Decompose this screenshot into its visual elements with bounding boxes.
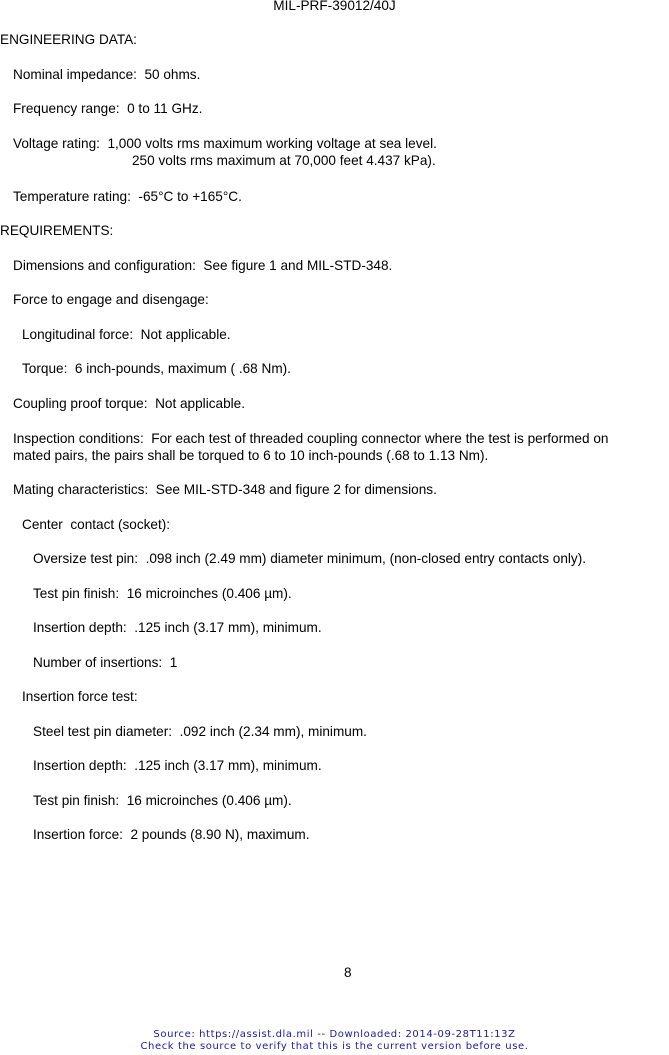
dimensions-configuration: Dimensions and configuration: See figure 1 and MIL-STD-348. (13, 258, 393, 273)
footer-source: Source: https://assist.dla.mil -- Downloaded: 2014-09-28T11:13Z (153, 1029, 516, 1040)
test-pin-finish-1: Test pin finish: 16 microinches (0.406 µm). (33, 586, 292, 601)
longitudinal-force: Longitudinal force: Not applicable. (22, 327, 231, 342)
insertion-force-test: Insertion force test: (22, 689, 138, 704)
center-contact-socket: Center contact (socket): (22, 517, 171, 532)
footer-check-notice: Check the source to verify that this is the current version before use. (140, 1041, 529, 1052)
mating-characteristics: Mating characteristics: See MIL-STD-348 and figure 2 for dimensions. (13, 482, 437, 497)
engineering-data-heading: ENGINEERING DATA: (0, 32, 137, 47)
frequency-range: Frequency range: 0 to 11 GHz. (13, 101, 203, 116)
requirements-heading: REQUIREMENTS: (0, 223, 114, 238)
voltage-rating-line-1: Voltage rating: 1,000 volts rms maximum working voltage at sea level. (13, 136, 437, 151)
voltage-rating-line-2: 250 volts rms maximum at 70,000 feet 4.437 kPa). (132, 153, 436, 168)
page-number: 8 (344, 965, 352, 980)
document-id: MIL-PRF-39012/40J (273, 0, 396, 13)
coupling-proof-torque: Coupling proof torque: Not applicable. (13, 396, 245, 411)
inspection-conditions-line-1: Inspection conditions: For each test of threaded coupling connector where the test is performed on (13, 431, 609, 446)
temperature-rating: Temperature rating: -65°C to +165°C. (13, 189, 242, 204)
steel-test-pin-diameter: Steel test pin diameter: .092 inch (2.34 mm), minimum. (33, 724, 367, 739)
number-of-insertions: Number of insertions: 1 (33, 655, 178, 670)
oversize-test-pin: Oversize test pin: .098 inch (2.49 mm) diameter minimum, (non-closed entry contacts only). (33, 551, 587, 566)
inspection-conditions-line-2: mated pairs, the pairs shall be torqued to 6 to 10 inch-pounds (.68 to 1.13 Nm). (13, 448, 489, 463)
insertion-depth-1: Insertion depth: .125 inch (3.17 mm), minimum. (33, 620, 322, 635)
insertion-force: Insertion force: 2 pounds (8.90 N), maximum. (33, 827, 310, 842)
insertion-depth-2: Insertion depth: .125 inch (3.17 mm), minimum. (33, 758, 322, 773)
test-pin-finish-2: Test pin finish: 16 microinches (0.406 µm). (33, 793, 292, 808)
torque: Torque: 6 inch-pounds, maximum ( .68 Nm). (22, 361, 291, 376)
nominal-impedance: Nominal impedance: 50 ohms. (13, 67, 201, 82)
force-engage-disengage: Force to engage and disengage: (13, 292, 209, 307)
